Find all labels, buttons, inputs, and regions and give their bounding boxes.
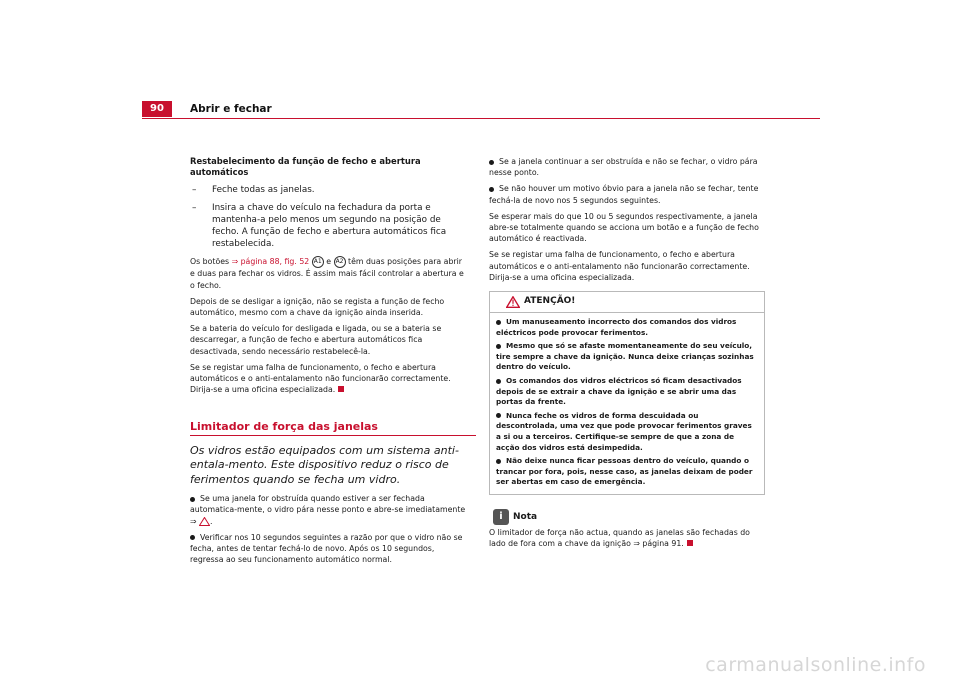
button-a1-marker: A1: [312, 256, 324, 268]
warning-triangle-icon: [199, 517, 210, 526]
note-title: Nota: [513, 511, 538, 522]
page-number: 90: [142, 101, 172, 117]
step-2-text: Insira a chave do veículo na fechadura da porta e mantenha-a pelo menos um segundo na posição de fecho. A função de fecho e abertura automáticos fica restabelecida.: [212, 203, 447, 250]
section-intro: Os vidros estão equipados com um sistema anti-entala-mento. Este dispositivo reduz o risco de ferimentos quando se fecha um vidro.: [190, 443, 459, 486]
warning-item-text: Um manuseamento incorrecto dos comandos dos vidros eléctricos pode provocar ferimentos.: [496, 317, 737, 337]
step-1-text: Feche todas as janelas.: [212, 185, 315, 196]
bullet-dot: [190, 497, 195, 502]
warning-triangle-icon: [506, 296, 520, 308]
bullet-dot: [489, 187, 494, 192]
warning-item: [496, 341, 758, 373]
wait-paragraph: Se esperar mais do que 10 ou 5 segundos respectivamente, a janela abre-se totalmente quando se acciona um botão e a função de fecho automático é reactivada.: [489, 211, 759, 244]
warning-item-text: Os comandos dos vidros eléctricos só ficam desactivados depois de se extrair a chave da ignição e se abrir uma das portas da frente.: [496, 376, 742, 407]
bullet-check-text: Verificar nos 10 segundos seguintes a razão por que o vidro não se fecha, antes de tentar fechá-lo de novo. Após os 10 segundos, regressa ao seu funcionamento automático normal.: [190, 532, 463, 565]
step-1: – Feche todas as janelas.: [192, 185, 315, 196]
bullet-check: [190, 532, 468, 566]
warning-body: [490, 313, 764, 494]
end-of-section-marker: [687, 540, 693, 546]
bullet-obstructed-text: Se uma janela for obstruída quando estiver a ser fechada automatica-mente, o vidro pára nesse ponto e abre-se imediatamente ⇒: [190, 494, 466, 526]
p1-and: e: [326, 257, 332, 267]
warning-item-text: Mesmo que só se afaste momentaneamente do seu veículo, tire sempre a chave da ignição. Nunca deixe crianças sozinhas dentro do veículo.: [496, 341, 754, 372]
bullet-retry-text: Se não houver um motivo óbvio para a janela não se fechar, tente fechá-la de novo nos 5 segundos seguintes.: [489, 184, 759, 205]
restore-heading: Restabelecimento da função de fecho e abertura automáticos: [190, 156, 421, 178]
warning-title: ATENÇÃO!: [524, 296, 576, 307]
warning-header: [490, 292, 764, 313]
bullet-dot: [190, 535, 195, 540]
watermark: carmanualsonline.info: [705, 654, 926, 676]
note-header: [489, 509, 765, 527]
bullet-obstructed: Se uma janela for obstruída quando estiver a ser fechada automatica-mente, o vidro pára nesse ponto e abre-se imediatamente ⇒ .: [190, 494, 466, 526]
buttons-paragraph: Os botões ⇒ página 88, fig. 52 A1 e A2 têm duas posições para abrir e duas para fechar os vidros. É assim mais fácil controlar a abertura e o fecho.: [190, 257, 464, 290]
left-column: [190, 156, 468, 570]
warning-item: [496, 376, 758, 408]
bullet-dot: [489, 160, 494, 165]
bullet-continues-text: Se a janela continuar a ser obstruída e não se fechar, o vidro pára nesse ponto.: [489, 157, 758, 178]
fault-paragraph-2: Se se registar uma falha de funcionamento, o fecho e abertura automáticos e o anti-entalamento não funcionarão correctamente. Dirija-se a uma oficina especializada.: [489, 250, 750, 282]
step-2: – Insira a chave do veículo na fechadura da porta e mantenha-a pelo menos um segundo na posição de fecho. A função de fecho e abertura automáticos fica restabelecida.: [192, 203, 447, 250]
ignition-paragraph: Depois de se desligar a ignição, não se regista a função de fecho automático, mesmo com a chave da ignição ainda inserida.: [190, 296, 445, 318]
p1-post: têm duas posições para abrir e duas para fechar os vidros. É assim mais fácil controlar a abertura e o fecho.: [190, 257, 464, 290]
note-text: O limitador de força não actua, quando as janelas são fechadas do lado de fora com a chave da ignição ⇒ página 91.: [489, 527, 750, 549]
section-title: Limitador de força das janelas: [190, 420, 378, 434]
note-paragraph: [489, 527, 765, 549]
fault-text: Se se registar uma falha de funcionamento, o fecho e abertura automáticos e o anti-entalamento não funcionarão correctamente. Dirija-se a uma oficina especializada.: [190, 362, 451, 395]
warning-item: [496, 317, 758, 338]
section-rule: [190, 435, 476, 436]
bullet-retry: [489, 183, 765, 205]
warning-item: [496, 411, 758, 453]
battery-paragraph: Se a bateria do veículo for desligada e ligada, ou se a bateria se descarregar, a função de fecho e abertura automáticos fica desactivada, sendo necessário restabelecê-la.: [190, 324, 442, 356]
bullet-continues: [489, 156, 765, 178]
header-rule: [142, 118, 820, 119]
warning-item-text: Não deixe nunca ficar pessoas dentro do veículo, quando o trancar por fora, pois, nesse caso, as janelas deixam de poder ser abertas em caso de emergência.: [496, 456, 753, 487]
ref-link-page88[interactable]: página 88, fig. 52: [240, 257, 310, 267]
warning-item-text: Nunca feche os vidros de forma descuidada ou descontrolada, uma vez que pode provocar ferimentos graves a si ou a terceiros. Certifique-se sempre de que a zona de acção dos vidros está desimpedida.: [496, 410, 752, 452]
right-column: [489, 156, 765, 554]
end-of-section-marker: [338, 386, 344, 392]
warning-box: [489, 291, 765, 495]
button-a2-marker: A2: [334, 256, 346, 268]
fault-paragraph: [190, 362, 468, 396]
warning-item: [496, 456, 758, 488]
note-info-icon: i: [493, 509, 509, 525]
running-header: Abrir e fechar: [190, 103, 272, 115]
p1-pre: Os botões: [190, 257, 230, 267]
